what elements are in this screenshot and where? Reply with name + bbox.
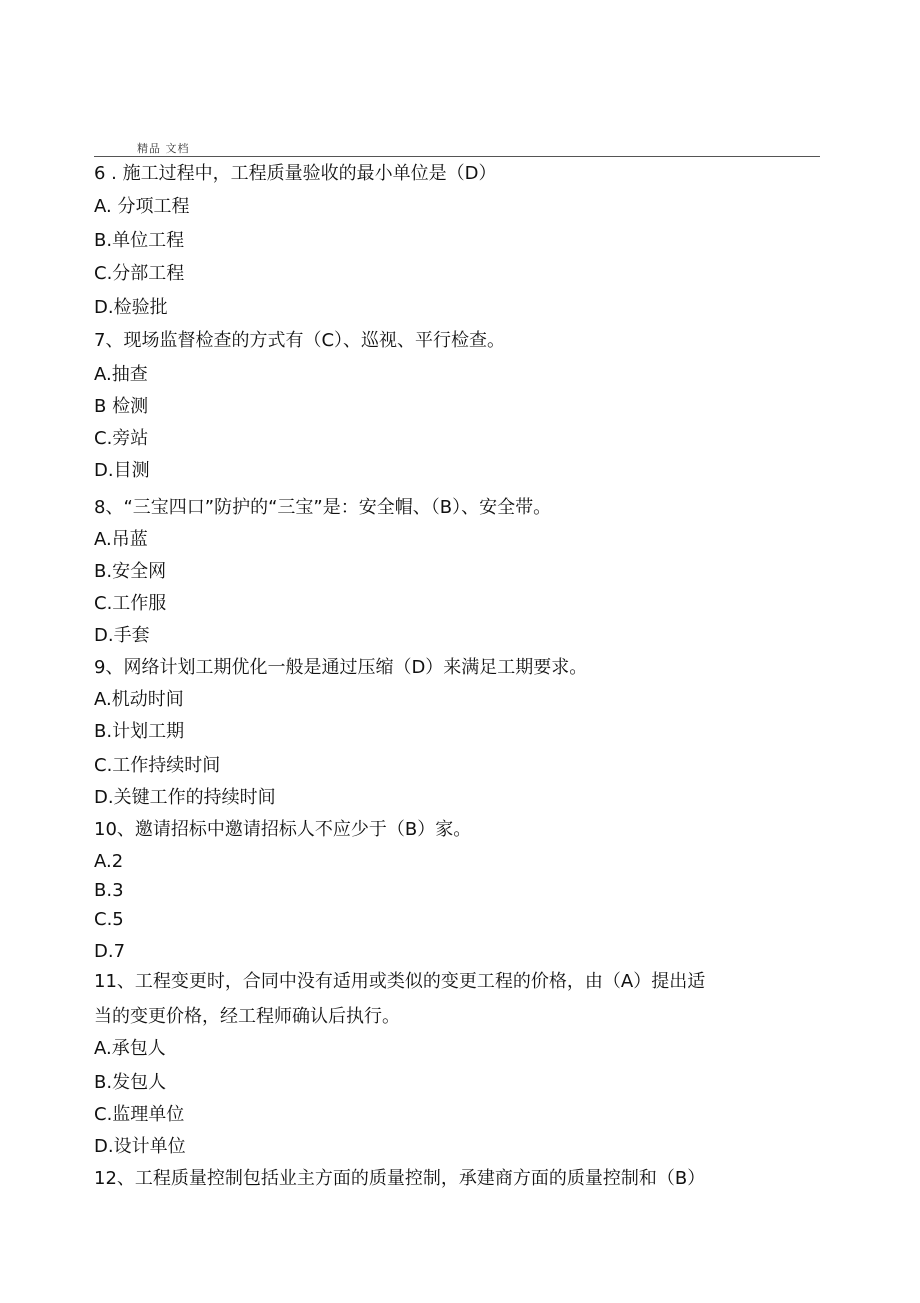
- q7-option-a: A.抽查: [94, 364, 148, 385]
- question-12: 12、工程质量控制包括业主方面的质量控制，承建商方面的质量控制和（B）: [94, 1168, 706, 1189]
- q8-option-d: D.手套: [94, 625, 150, 646]
- q9-option-b: B.计划工期: [94, 721, 185, 742]
- q11-option-a: A.承包人: [94, 1038, 166, 1059]
- question-9: 9、网络计划工期优化一般是通过压缩（D）来满足工期要求。: [94, 657, 588, 678]
- header-label: 精品 文档: [137, 142, 190, 155]
- q9-option-d: D.关键工作的持续时间: [94, 787, 276, 808]
- q6-option-b: B.单位工程: [94, 230, 185, 251]
- q10-option-b: B.3: [94, 880, 124, 901]
- question-11: 11、工程变更时，合同中没有适用或类似的变更工程的价格，由（A）提出适: [94, 971, 706, 992]
- q6-option-a: A. 分项工程: [94, 196, 190, 217]
- question-6: 6 . 施工过程中，工程质量验收的最小单位是（D）: [94, 163, 497, 184]
- q7-option-b: B 检测: [94, 396, 149, 417]
- header-divider: [94, 156, 820, 157]
- q9-option-a: A.机动时间: [94, 689, 184, 710]
- q10-option-d: D.7: [94, 941, 126, 962]
- q9-option-c: C.工作持续时间: [94, 755, 221, 776]
- question-11-cont: 当的变更价格，经工程师确认后执行。: [94, 1006, 400, 1027]
- q11-option-b: B.发包人: [94, 1072, 167, 1093]
- q10-option-a: A.2: [94, 851, 124, 872]
- q7-option-c: C.旁站: [94, 428, 149, 449]
- question-8: 8、“三宝四口”防护的“三宝”是：安全帽、（B）、安全带。: [94, 497, 552, 518]
- q7-option-d: D.目测: [94, 460, 150, 481]
- q8-option-c: C.工作服: [94, 593, 167, 614]
- q11-option-d: D.设计单位: [94, 1136, 186, 1157]
- q8-option-b: B.安全网: [94, 561, 167, 582]
- question-10: 10、邀请招标中邀请招标人不应少于（B）家。: [94, 819, 472, 840]
- q6-option-c: C.分部工程: [94, 263, 185, 284]
- question-7: 7、现场监督检查的方式有（C）、巡视、平行检查。: [94, 330, 506, 351]
- q11-option-c: C.监理单位: [94, 1104, 185, 1125]
- q6-option-d: D.检验批: [94, 297, 168, 318]
- q10-option-c: C.5: [94, 909, 124, 930]
- q8-option-a: A.吊蓝: [94, 529, 148, 550]
